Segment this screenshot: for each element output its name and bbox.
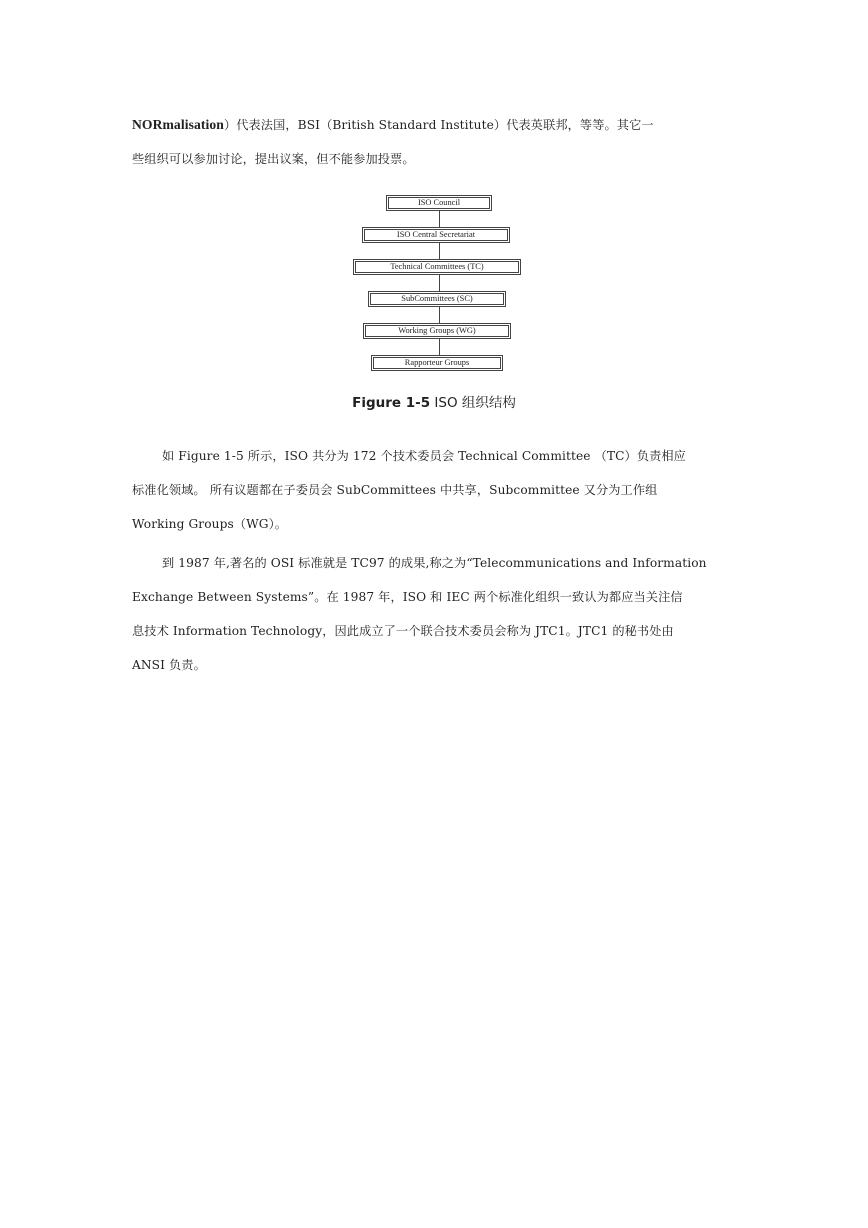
paragraph2-line-2: Exchange Between Systems”。在 1987 年，ISO 和 IEC 两个标准化组织一致认为都应当关注信 [132, 590, 683, 604]
paragraph1-line-1: 如 Figure 1-5 所示，ISO 共分为 172 个技术委员会 Technical Committee （TC）负责相应 [162, 449, 686, 463]
intro-line-1-text: ）代表法国，BSI（British Standard Institute）代表英联邦，等等。其它一 [223, 118, 654, 132]
org-connector [439, 339, 440, 355]
org-box-central-secretariat: ISO Central Secretariat [362, 227, 510, 243]
paragraph2-line-4: ANSI 负责。 [132, 658, 206, 672]
org-connector [439, 307, 440, 323]
org-box-subcommittees: SubCommittees (SC) [368, 291, 506, 307]
org-box-rapporteur-groups: Rapporteur Groups [371, 355, 503, 371]
intro-line-2: 些组织可以参加讨论，提出议案，但不能参加投票。 [132, 152, 415, 166]
paragraph2-line-3: 息技术 Information Technology，因此成立了一个联合技术委员会称为 JTC1。JTC1 的秘书处由 [132, 624, 674, 638]
paragraph1-line-3: Working Groups（WG）。 [132, 517, 288, 531]
org-connector [439, 243, 440, 259]
intro-line-1 [132, 108, 738, 142]
paragraph2-line-1: 到 1987 年,著名的 OSI 标准就是 TC97 的成果,称之为“Telecommunications and Information [162, 556, 707, 570]
figure-label: Figure 1-5 [352, 395, 431, 411]
paragraph-iso-structure [132, 439, 738, 541]
normalisation-word: NORmalisation [132, 117, 224, 132]
org-box-iso-council: ISO Council [386, 195, 492, 211]
paragraph1-line-2: 标准化领域。 所有议题都在子委员会 SubCommittees 中共享，Subcommittee 又分为工作组 [132, 483, 658, 497]
iso-org-chart [330, 190, 550, 376]
paragraph-osi-jtc1 [132, 546, 738, 682]
org-connector [439, 211, 440, 227]
org-box-working-groups: Working Groups (WG) [363, 323, 511, 339]
org-connector [439, 275, 440, 291]
figure-caption [0, 392, 868, 414]
figure-caption-text: ISO 组织结构 [430, 395, 516, 411]
intro-paragraph [132, 108, 738, 176]
org-box-technical-committees: Technical Committees (TC) [353, 259, 521, 275]
